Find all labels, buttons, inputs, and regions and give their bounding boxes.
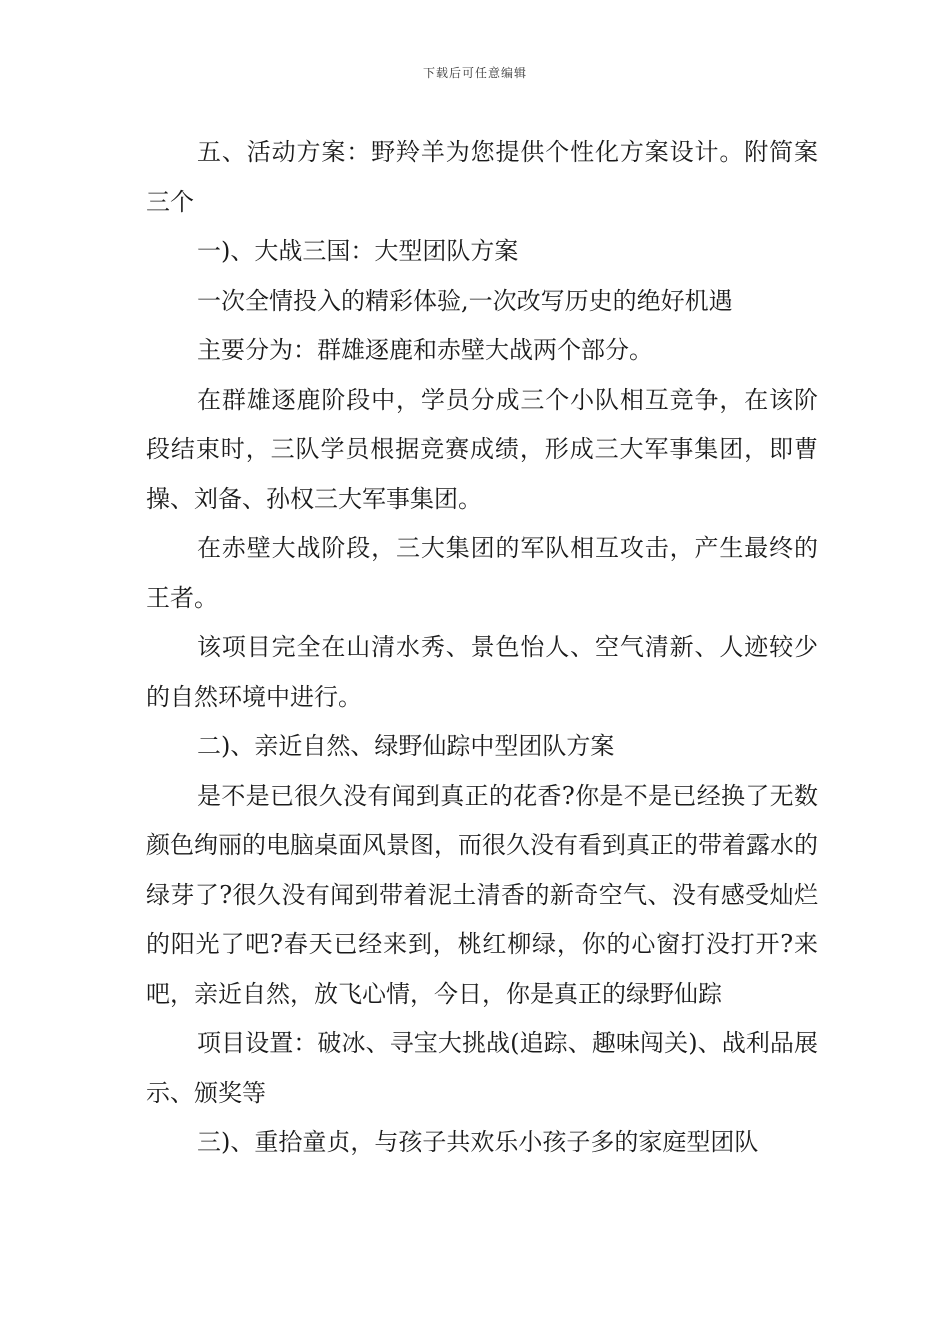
paragraph: 在群雄逐鹿阶段中，学员分成三个小队相互竞争，在该阶段结束时，三队学员根据竞赛成绩，形成三大军事集团，即曹操、刘备、孙权三大军事集团。 [146,385,818,513]
subheading-family: 三)、重拾童贞，与孩子共欢乐小孩子多的家庭型团队 [197,1128,759,1156]
paragraph: 项目设置：破冰、寻宝大挑战(追踪、趣味闯关)、战利品展示、颁奖等 [146,1029,818,1107]
paragraph: 一次全情投入的精彩体验,一次改写历史的绝好机遇 [197,286,733,315]
paragraph: 该项目完全在山清水秀、景色怡人、空气清新、人迹较少的自然环境中进行。 [146,633,818,711]
paragraph: 主要分为：群雄逐鹿和赤壁大战两个部分。 [197,336,653,364]
subheading-three-kingdoms: 一)、大战三国：大型团队方案 [197,237,519,265]
paragraph: 是不是已很久没有闻到真正的花香?你是不是已经换了无数颜色绚丽的电脑桌面风景图，而很久没有看到真正的带着露水的绿芽了?很久没有闻到带着泥土清香的新奇空气、没有感受灿烂的阳光了吧?春天已经来到，桃红柳绿，你的心窗打没打开?来吧，亲近自然，放飞心情，今日，你是真正的绿野仙踪 [146,781,818,1008]
subheading-nature: 二)、亲近自然、绿野仙踪中型团队方案 [197,732,615,760]
document-body [146,128,818,1168]
section-heading-activity-plan: 五、活动方案：野羚羊为您提供个性化方案设计。附简案三个 [146,138,818,216]
paragraph: 在赤壁大战阶段，三大集团的军队相互攻击，产生最终的王者。 [146,534,818,612]
page-header: 下载后可任意编辑 [422,66,527,80]
